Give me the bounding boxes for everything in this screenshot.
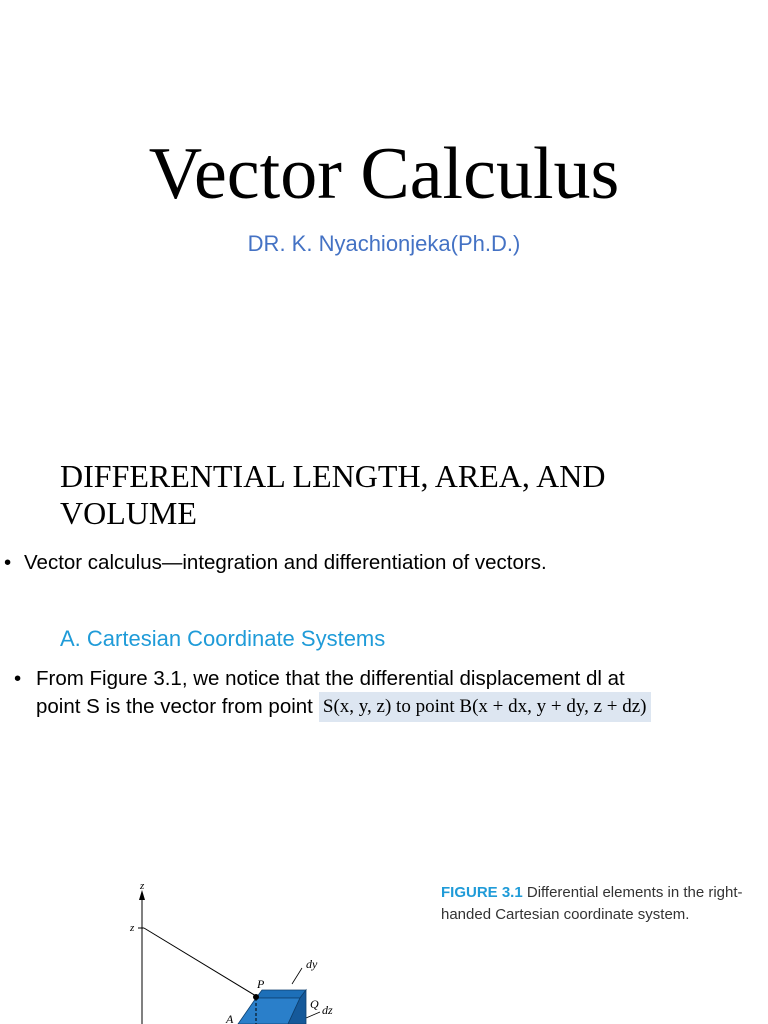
bullet-item — [4, 551, 547, 575]
bullet-marker: • — [4, 551, 12, 574]
volume-box-top — [256, 990, 306, 998]
math-expression: S(x, y, z) to point B(x + dx, y + dy, z + dz) — [319, 692, 651, 722]
dy-label: dy — [306, 957, 318, 971]
point-p-label: P — [257, 977, 265, 991]
bullet-line-1: From Figure 3.1, we notice that the differential displacement dl at — [36, 667, 625, 690]
bullet-line-2-text: point S is the vector from point — [36, 695, 313, 718]
subsection-heading: A. Cartesian Coordinate Systems — [60, 626, 386, 651]
section-heading: DIFFERENTIAL LENGTH, AREA, AND VOLUME — [60, 458, 606, 531]
bullet-marker: • — [14, 667, 22, 690]
bullet-line-2 — [14, 692, 754, 722]
author-subtitle: DR. K. Nyachionjeka(Ph.D.) — [247, 231, 521, 256]
point-a-label: A — [226, 1012, 234, 1024]
dz-leader-line — [306, 1012, 320, 1018]
point-q-label: Q — [310, 997, 319, 1011]
cartesian-bullet — [14, 665, 754, 722]
figure-caption-text: Differential elements in the right-handed Cartesian coordinate system. — [441, 884, 743, 923]
figure-caption — [441, 882, 761, 926]
point-p-dot — [253, 994, 259, 1000]
dz-label: dz — [322, 1003, 333, 1017]
dy-leader-line — [292, 968, 302, 984]
slide-title: Vector Calculus — [148, 133, 620, 215]
cartesian-figure — [120, 876, 380, 1024]
projection-line — [144, 928, 256, 996]
z-tick-label: z — [130, 922, 135, 934]
bullet-text: Vector calculus—integration and differentiation of vectors. — [24, 551, 547, 574]
figure-caption-label: FIGURE 3.1 — [441, 884, 523, 901]
z-axis-label: z — [140, 880, 145, 892]
